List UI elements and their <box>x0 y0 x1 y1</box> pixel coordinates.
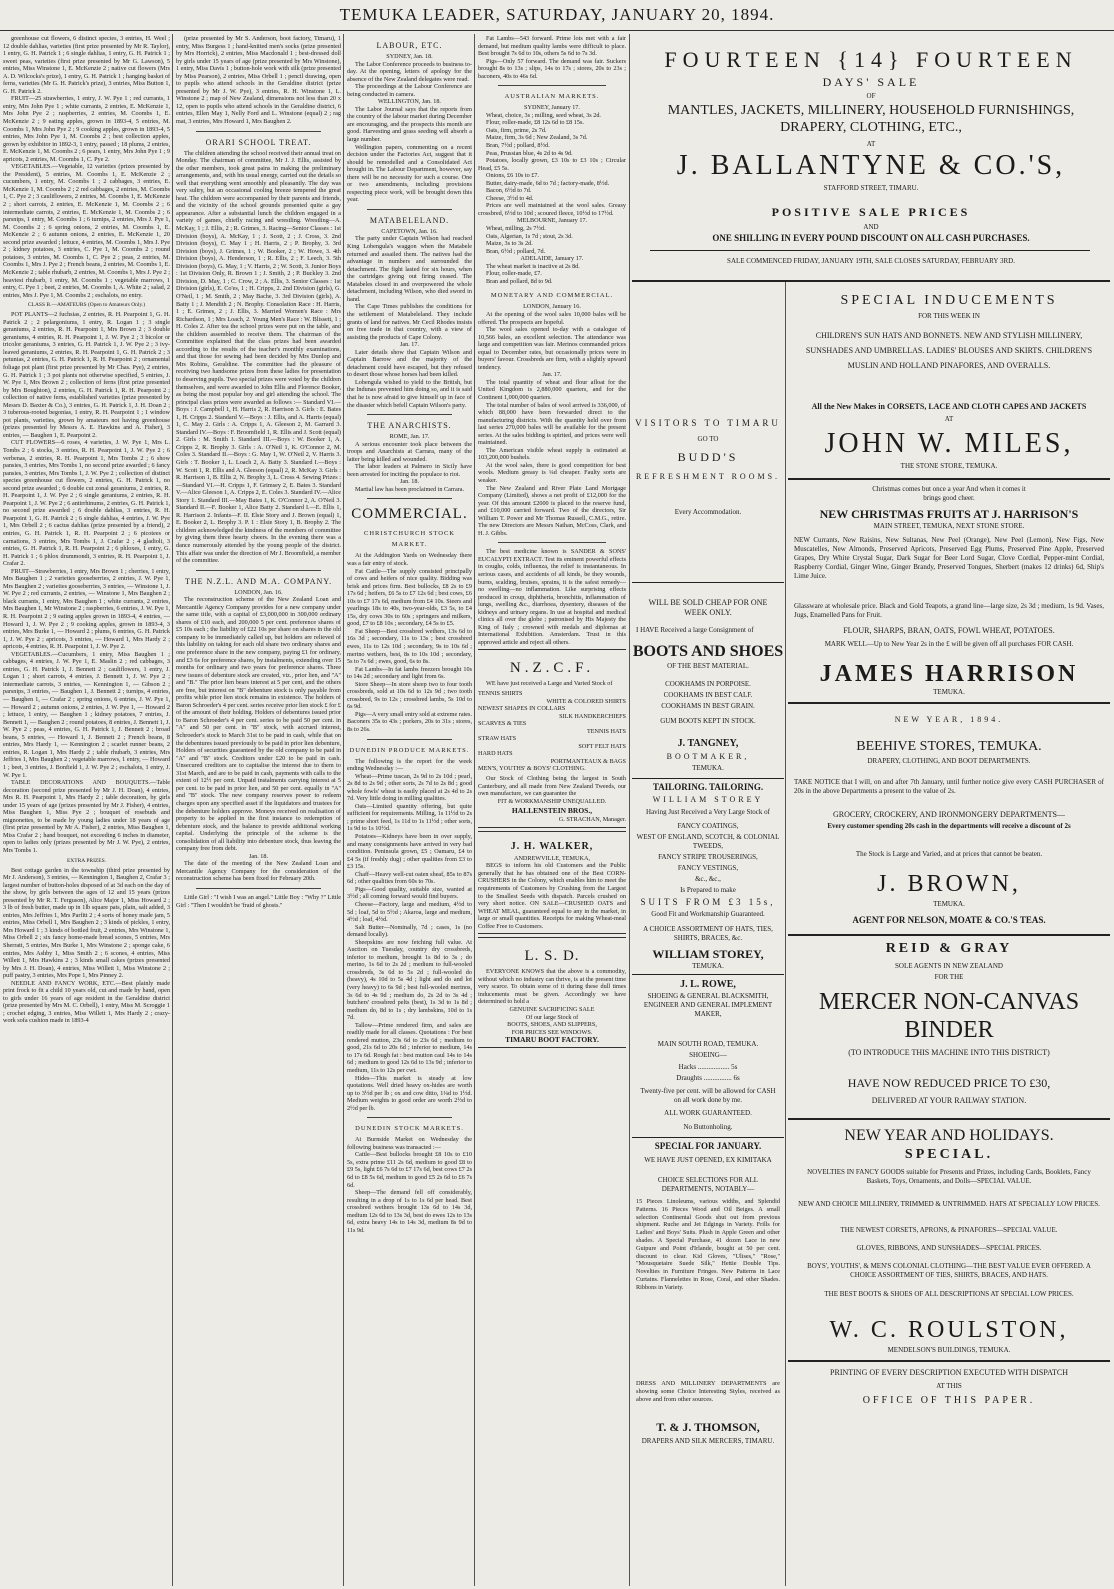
separator <box>367 1117 452 1118</box>
reid-intro: (TO INTRODUCE THIS MACHINE INTO THIS DISTRICT) <box>848 1048 1050 1057</box>
dunedin-para: Pigs—Good quality, suitable size, wanted at 3½d ; all coming forward would find buyers. <box>347 885 472 901</box>
brown-notice: TAKE NOTICE that I will, on and after 7th January, until further notice give every CASH PURCHASER of 20s in the above Departments a present to the value of 2s. <box>794 778 1104 795</box>
fourteen-heading: FOURTEEN {14} FOURTEEN <box>664 47 1078 72</box>
brown-sub: DRAPERY, CLOTHING, AND BOOT DEPARTMENTS. <box>867 757 1031 765</box>
storey-item: FANCY VESTINGS, <box>677 864 739 872</box>
masthead <box>0 0 1114 30</box>
dateline: Jan. 17. <box>399 341 420 349</box>
roulston-special: SPECIAL. <box>904 1147 994 1162</box>
ballantyne-goods: MANTLES, JACKETS, MILLINERY, HOUSEHOLD FURNISHINGS, DRAPERY, CLOTHING, ETC., <box>667 103 1075 135</box>
chch-heading: CHRISTCHURCH STOCK MARKET. <box>363 530 456 549</box>
reid-mercer: MERCER NON-CANVAS <box>818 989 1080 1015</box>
dateline: Jan. 18. <box>399 478 420 486</box>
ballantyne-of: OF <box>866 92 876 100</box>
special-heading: SPECIAL INDUCEMENTS <box>840 293 1058 308</box>
nzcf-item: SOFT FELT HATS <box>578 742 626 750</box>
rowe-draughts: Draughts ................ 6s <box>676 1074 740 1082</box>
rowe-shoeing: SHOEING— <box>689 1051 727 1059</box>
separator <box>498 85 606 86</box>
tangney-trade: BOOTMAKER, <box>666 752 750 761</box>
aus-line: The wheat market is inactive at 2s 8d. <box>486 262 580 270</box>
lsd-body: EVERYONE KNOWS that the above is a commodity, without which no industry can thrive, is at the present time very scarce. To obtain some of it during these dull times inducements must be given. Accordingly we have determined to hold a <box>478 968 626 1006</box>
column-4 <box>478 35 626 1585</box>
nzcf-item: SCARVES & TIES <box>478 720 527 728</box>
special-at: AT <box>944 415 954 423</box>
ballantyne-discount: ONE SHILLING IN EVERY POUND DISCOUNT ON ALL CASH PURCHASES. <box>712 233 1030 243</box>
masthead-rule <box>0 30 1114 31</box>
harrison-heading: NEW CHRISTMAS FRUITS AT J. HARRISON'S <box>819 507 1079 521</box>
aus-line: Oats, firm, prime, 2s 7d. <box>486 126 547 134</box>
reid-for: FOR THE <box>934 973 964 981</box>
money-para: At the opening of the wool sales 10,000 bales will be offered. The prospects are hopeful. <box>478 310 626 326</box>
nzcf-heading: N.Z.C.F. <box>509 660 595 677</box>
dateline: LONDON, Jan. 16. <box>234 588 283 596</box>
col1-para: CUT FLOWERS—6 roses, 4 varieties, J. W. Pye 1, Mrs L. Tombs 2 ; 6 stocks, 3 entries, R. H. Pearpoint 1, J. W. Pye 2 ; 6 verbenas, 2 entries, R. H. Pearpoint 1, Mrs Tombs 2 ; 6 show pansies, 3 entries, Mrs Tombs 1, no second prize awarded ; 6 fancy pansies, 3 entries, Mrs Tombs 1, J. W. Pye 2 ; collection of distinct species greenhouse cut flowers, 2 entries, G. H. Patrick 1, no second prize awarded ; 6 double cut zonal geraniums, 2 entries, R. H. Pearpoint 1, J. W. Pye 2 ; 6 single geraniums, 2 entries, R. H. Pearpoint 1, J. W. Pye 2 ; 6 antirrhinums, 2 entries, G. H. Patrick 1, no second prize awarded ; 6 double dahlias, 3 entries, R. H. Pearpoint 1, G. H. Patrick 2 ; 6 single dahlias, 4 entries, J. W. Pye 1, Mrs Orbell 2 ; 6 cactus dahlias (prize presented by a friend), 2 entries, G. H. Patrick 1, R. H. Pearpoint 2 ; 6 picotees or carnations, 3 entries, Mrs Tombs 1, J. Crafar 2 ; 4 gladioli, 3 entries, G. H. Patrick 1, R. H. Pearpoint 2 ; 6 phloxes, 1 entry, G. H. Patrick 1 ; 6 phlox drummondi, 3 entries, R. H. Pearpoint 1, J. Crafar 2. <box>3 439 170 568</box>
storey-item: &c., &c., <box>695 875 721 883</box>
chch-para: At the Addington Yards on Wednesday there was a fair entry of stock. <box>347 552 472 567</box>
roulston-millinery: NEW AND CHOICE MILLINERY, TRIMMED & UNTRIMMED. HATS AT SPECIALLY LOW PRICES. <box>798 1200 1100 1208</box>
matabele-para: The Cape Times publishes the conditions for the settlement of Matabeleland. They include grants of land for natives. Mr Cecil Rhodes insists on free trade in that country, with a view of assisting the products of Cape Colony. <box>347 303 472 341</box>
dateline: Jan. 17. <box>542 371 562 379</box>
lsd-firm: TIMARU BOOT FACTORY. <box>505 1035 599 1045</box>
roulston-heading: NEW YEAR AND HOLIDAYS. <box>844 1127 1054 1144</box>
rowe-addr: MAIN SOUTH ROAD, TEMUKA. <box>657 1040 759 1048</box>
walker-heading: J. H. WALKER, <box>510 840 594 852</box>
col4-para: Pigs—Only 57 forward. The demand was fair. Suckers brought 8s to 13s ; slips, 14s to 17s ; stores, 20s to 23s ; baconers, 40s to 46s 6d. <box>478 57 626 80</box>
nzcf-manager: G. STRACHAN, Manager. <box>558 816 626 824</box>
aus-line: Onions, £6 10s to £7. <box>486 172 539 180</box>
orari-heading: ORARI SCHOOL TREAT. <box>205 137 312 147</box>
orari-para: The children attending the school received their annual treat on Monday. The chairman of committee, Mr J. J. Ellis, assisted by the other members, took great pains in making the preliminary arrangements, and, with his usual energy, carried out the details so well that everything went smoothly and pleasantly. The day was very sultry, but an occasional cooling breeze tempered the great heat. The children were accompanied by their parents and friends, and the vicinity of the school grounds presented quite a gay appearance. After a substantial lunch the children engaged in a variety of games, chiefly racing and wrestling. Wrestling—A. McKay, 1 ; J. Ellis, 2 ; R. Grimes, 3. Racing—Senior Classes : 1st Division (boys), A. McKay, 1 ; J. Scott, 2 ; J. Cross, 3. 2nd Division (boys), C. May 1 ; H. Harris, 2 ; P. Brophy, 3. 3rd Division (boys), J. Grimes, 1 ; W. Booker, 2 ; W. Howe, 3. 4th Division (boys), A. Henderson, 1 ; R. Ellis, 2 ; F. Leech, 3. 5th Division (boys), G. May, 1 ; V. Harris, 2 ; W. Scott, 3. Junior Boys : 1st Division Only, R. Brown 1 ; J. Smith, 2 ; P. Buckley 3. 2nd Division, D. May, 1 ; C. Crow, 2 ; A. Ellis, 3. Senior Classes : 1st Division (girls), E. Co'es, 1 ; H. Cripps, 2. 2nd Division (girls), G. O'Neil, 1 ; M. Smith, 2 ; May Bache, 3. 3rd Division (girls), A. Batty 1 ; J. Mendith 2 ; N. Brophy. Consolation Race : H. Harris, 1 ; E. Grimes, 2 ; J. Ellis, 3. Married Women's Race : Mrs Richardson, 1 ; Mrs Loach, 2. Young Men's Race : W. Blissett, 1 ; H. Coles 2. After tea the school prizes were put on the table, and the children assembled to receive them. The chairman of the Committee explained that the class prizes had been awarded according to the results of the teacher's monthly examinations, and that those for sewing had been decided by Mrs Dunlop and Mrs Robins, Geraldine. The committee had the pleasure of receiving two handsome prizes from these ladies for presentation to deserving pupils. Two special prizes were voted by the children themselves, and were awarded to John Ellis and Florence Booker, as being the most popular boy and girl attending the school. The principal class prizes were awarded as follows :— Standard VI.—Boys : J. Campbell 1, H. Harris 2, R. Harrison 3. Girls : E. Bates 1, H. Cripps 2. Standard V.—Boys : J. Ellis, and A. Harris (equal) 1, C. May 2. Girls : A. Cripps 1, A. Gleeson 2, M. Garrard 3. Standard IV.—Boys : F. Broomfield 1, R. Ellis and J. Scott (equal) 2. Girls : M. Smith 1. Standard III.—Boys : W. Booker 1, A. Cripps 2, R. Brophy 3. Girls : A. O'Neil 1, K. O'Connor 2, M. Coles 3. Standard II.—Boys : G. May 1, W. O'Neil 2, V. Harris 3. Girls : T. Booker 1, L. Loach 2, A. Batty 3. Standard I.—Boys : W. Scott 1, R. Ellis and A. Gleeson (equal) 2, R. McKay 3. Girls : R. Harrison 1, B. Ellis 2, N. Brophy 3, L. Cross 4. Sewing Prizes : —Standard VI.—H. Cripps 1, F. Grimsey 2, E. Bates 3. Standard V.—Alice Gleeson 1, A. Cripps 2, E. Coles 3. Standard IV.—Alice Story 1. Standard III.—May Bates 1, K. O'Connor 2, A. O'Neil 3. Standard II.—F. Booker 1, Alice Batty 2. Standard I.—E. Ellis 1, R. Harrison 2. Infants—F. II. Elsie Story and J. Brown (equal) 1, E. Booker 2, L. Brophy 3. P. 1 : Elsie Story 1, B. Brophy 2. The children acknowledged the kindness of the members of committee by giving them three hearty cheers. In the evening there was a dance numerously attended by the young people of the district. This affair was under the direction of Mr J. Broomfield, a member of the committee. <box>176 149 341 565</box>
brown-stock: The Stock is Large and Varied, and at prices that cannot be beaten. <box>855 850 1043 858</box>
positive-prices: POSITIVE SALE PRICES <box>771 205 971 219</box>
storey-item: WEST OF ENGLAND, SCOTCH, & COLONIAL TWEEDS, <box>636 833 780 850</box>
dateline: ADELAIDE, January 17. <box>520 255 584 263</box>
nzcf-firm: HALLENSTEIN BROS., <box>511 806 593 816</box>
ballantyne-street: STAFFORD STREET, TIMARU. <box>823 184 919 192</box>
storey-heading: WILLIAM STOREY <box>652 795 764 804</box>
dunedin-stock-para: Cattle—Best bullocks brought £8 10s to £10 5s, extra prime £11 2s 6d, medium to good £8 to £9 5s, light £6 7s 6d to £7 17s 6d, best cows £7 2s 6d to £8 5s 6d, medium to good £5 2s 6d to £6 7s 6d. <box>347 1151 472 1189</box>
rule <box>632 1137 784 1138</box>
tangney-name: J. TANGNEY, <box>677 738 739 749</box>
lsd-stock: Of our large Stock of <box>525 1013 579 1021</box>
aus-line: Maize, firm, 3s 6d ; New Zealand, 3s 7d. <box>486 134 588 142</box>
lsd-heading: L. S. D. <box>524 948 580 965</box>
budd-heading: VISITORS TO TIMARU <box>635 418 781 428</box>
miles-name: JOHN W. MILES, <box>824 428 1074 459</box>
roulston-gloves: GLOVES, RIBBONS, AND SUNSHADES—SPECIAL PRICES. <box>856 1244 1042 1252</box>
ballantyne-firm: J. BALLANTYNE & CO.'S, <box>676 150 1066 181</box>
nzcf-fit: FIT & WORKMANSHIP UNEQUALLED. <box>497 797 607 805</box>
storey-name: WILLIAM STOREY, <box>652 947 764 961</box>
dateline: SYDNEY, Jan. 18. <box>386 53 433 60</box>
lsd-items: BOOTS, SHOES, AND SLIPPERS, <box>507 1021 597 1029</box>
reid-binder: BINDER <box>904 1017 994 1043</box>
dunedin-stock-heading: DUNEDIN STOCK MARKETS. <box>355 1125 464 1133</box>
aus-line: Wheat, milling, 2s 7½d. <box>486 225 546 233</box>
aus-line: Butter, dairy-made, 6d to 7d ; factory-made, 8½d. <box>486 179 610 187</box>
lsd-sale: GENUINE SACRIFICING SALE <box>509 1005 595 1013</box>
tangney-item: GUM BOOTS KEPT IN STOCK. <box>660 717 756 725</box>
separator <box>367 739 452 740</box>
budd-rooms: REFRESHMENT ROOMS. <box>635 472 781 481</box>
rule <box>788 1360 1110 1362</box>
nzl-para: The reconstruction scheme of the New Zealand Loan and Mercantile Agency Company provides for a new company under the same title, with a capital of £3,000,000 in 300,000 ordinary shares of £10 each, and 200,000 5 per cent. preference shares of £5 10s each ; the liability of £22 10s per share on shares in the old company to be immediately called up, but holders are relieved of this liability on taking for each old share two ordinary shares and one preference share in the new company, paying £1 for ordinary, and £3 6s for preference shares, by instalments, extending over 15 months for ordinary and two years for preference shares. Three new issues of debenture stock are created, viz., prior lien, and "A" and "B." The prior lien bears interest at 5 per cent, and the others are free, but interest on "B" debenture stock is only payable from profits while prior lien stock remains in existence. The holders of Baron Schroeder's 4 per cent. series receive prior lien stock £ for £ of the amount of their holding. Holders of debentures issued prior to Baron Schroeder's 4 per cent. series to be paid 50 per cent. in "A" and 50 per cent. in "B" stock, with accrued interest, Schroeder's stock to March 31st to be paid in cash, while that on the debentures issued previously to be paid in prior lien debenture, Holders of securities guaranteed by the old company to be paid in "A" and "B" stock. Creditors under £20 to be paid in cash. Unsecured creditors are to capitalise the interest due to them to 31st March, and are to be paid in cash, payments with calls to the extent of 12½ per cent. Unpaid instalments carrying interest at 5 per cent. to be paid in prior lien, and 50 per cent. equally in "A" and "B" stock. The new company reserves power to redeem charges upon any specified asset if the liquidators and trustees for the debenture holders approve. Moneys received on realisation of property to be applied in the first instance to redemption of debenture stock, and the balance to provide additional working capital. Underlying the principle of the scheme is the consolidation of all liability into debenture stock, thus leaving the company free from debt. <box>176 596 341 853</box>
labour-para: The Labor Journal says that the reports from the country of the labour market during December are encouraging, and the prospects this month are good. Harvesting and grass seeding will absorb a large number. <box>347 105 472 144</box>
nzcf-item: WHITE & COLORED SHIRTS <box>546 697 626 705</box>
nzcf-item: TENNIS HATS <box>586 727 626 735</box>
aus-line: Peas, Prussian blue, 4s 2d to 4s 9d. <box>486 149 573 157</box>
rule <box>788 478 1110 480</box>
column-2 <box>176 35 341 1585</box>
brown-newyear: NEW YEAR, 1894. <box>894 715 1004 724</box>
separator <box>367 498 452 499</box>
harrison-glass: Glassware at wholesale price. Black and Gold Teapots, a grand line—large size, 2s 3d ; medium, 1s 9d. Vases, Jugs, Enamelled Pans for Fruit. <box>794 602 1104 619</box>
column-3 <box>347 35 472 1585</box>
dateline: SYDNEY, January 17. <box>524 104 580 112</box>
money-para: The total quantity of wheat and flour afloat for the United Kingdom is 2,880,000 quarters, and for the Continent 1,000,000 quarters. <box>478 378 626 401</box>
brown-grocery: GROCERY, CROCKERY, AND IRONMONGERY DEPARTMENTS— <box>832 810 1065 819</box>
chch-para: Fat Sheep—Best crossbred wethers, 13s 6d to 16s 3d ; secondary, 11s to 13s ; best crossbred ewes, 11s to 12s 10d ; secondary, 9s to 10s 6d ; merino wethers, best, 8s to 10s 10d ; secondary, 5s to 7s 6d ; ewes, good, 6s to 8s. <box>347 627 472 666</box>
printing-line: PRINTING OF EVERY DESCRIPTION EXECUTED WITH DISPATCH <box>830 1368 1068 1377</box>
storey-fit: Good Fit and Workmanship Guaranteed. <box>651 910 765 918</box>
column-rule <box>785 282 786 1586</box>
special-week: FOR THIS WEEK IN <box>918 312 980 320</box>
storey-make: Is Prepared to make <box>680 886 736 894</box>
tangney-item: COOKHAMS IN BEST CALF. <box>663 691 753 699</box>
aus-line: Bran and pollard, 8d to 9d. <box>486 277 553 285</box>
aus-line: Oats, Algerian, 1s 7d ; stout, 2s 3d. <box>486 232 573 240</box>
joke-para: Little Girl : "I wish I was an angel." Little Boy : "Why ?" Little Girl : "Then I wouldn't be 'fraid of ghosts." <box>176 893 341 909</box>
roulston-novelties: NOVELTIES IN FANCY GOODS suitable for Presents and Prizes, including Cards, Booklets, Fancy Baskets, Toys, Ornaments, and Dolls—SPECIAL VALUE. <box>807 1168 1091 1185</box>
reid-price: HAVE NOW REDUCED PRICE TO £30, <box>847 1076 1051 1090</box>
labour-para: The proceedings at the Labour Conference are being conducted in camera. <box>347 83 472 98</box>
money-heading: MONETARY AND COMMERCIAL. <box>490 292 614 300</box>
aus-line: Flour, roller-made, £8 12s 6d to £8 15s. <box>486 119 584 127</box>
aus-line: Cheese, 3½d to 4d. <box>486 194 534 202</box>
harrison-mark: MARK WELL—Up to New Year 2s in the £ will be given off all purchases FOR CASH. <box>824 640 1074 648</box>
walker-sub: ANDREWVILLE, TEMUKA, <box>513 854 590 862</box>
dateline: WELLINGTON, Jan. 18. <box>378 98 441 106</box>
nzcf-item: STRAW HATS <box>478 735 517 743</box>
brown-name: J. BROWN, <box>877 871 1021 897</box>
separator <box>498 542 606 543</box>
rowe-no: No Buttonholing. <box>683 1123 733 1131</box>
anarchists-para: A serious encounter took place between the troops and Anarchists at Carrara, many of the latter being killed and wounded. <box>347 440 472 463</box>
walker-ad <box>478 831 626 934</box>
thomson-choice: CHOICE SELECTIONS FOR ALL DEPARTMENTS, NOTABLY— <box>657 1176 759 1193</box>
budd-acc: Every Accommodation. <box>674 508 742 516</box>
nzcf-item: TENNIS SHIRTS <box>478 690 523 698</box>
aus-heading: AUSTRALIAN MARKETS. <box>504 93 600 101</box>
storey-item: FANCY COATINGS, <box>677 822 739 830</box>
budd-go: GO TO <box>697 435 719 443</box>
special-body: CHILDREN'S SUN HATS AND BONNETS. NEW AND STYLISH MILLINERY, SUNSHADES AND UMBRELLAS. LADIES' BLOUSES AND SKIRTS. CHILDREN'S MUSLIN AND HOLLAND PINAFORES, AND OVERALLS. <box>805 331 1093 370</box>
col1-para: FRUIT—25 strawberries, 1 entry, J. W. Pye 1 ; red currants, 1 entry, Mrs John Pye 1 ; white currants, 2 entries, E. McKenzie 1, Mrs John Pye 2 ; raspberries, 2 entries, M. Coombs 1, E. McKenzie 2 ; 9 eating apples, grown in 1893-4, 5 entries, M. Coombs 1, Mrs John Pye 2 ; 9 cooking apples, grown in 1893-4, 5 entries, Mrs John Pye 1, M. Coombs 2 ; best collection apples, grown by exhibitor in 1892-3, 1 entry, passed ; 18 plums, 2 entries, E. McKenzie 1, M. Coombs 2 ; 6 pears, 1 entry, Mrs John Pye 1 ; 9 apricots, 2 entries, M. Coombs 1, C. Pye 2. <box>3 95 170 163</box>
dunedin-para: Sheepskins are now fetching full value. At Auction on Tuesday, country dry crossbreds, inferior to medium, brought 1s 8d to 3s ; do merino, 1s 6d to 2s 2d ; medium to full-wooled crossbreds, 3s 6d to 5s 2d ; full-wooled do (heavy), 4s 10d to 5s 4d ; light and do and lot (very heavy) to 6s 9d ; best full-wooled merinos, 3s 6d to 4s 9d ; medium do, 2s 2d to 3s 4d ; butchers' crossbred pelts (best), 1s 3d to 1s 8d ; medium do, 8d to 1s ; dry lambskins, 10d to 1s 7d. <box>347 938 472 1022</box>
dateline: MELBOURNE, January 17. <box>516 217 588 225</box>
dunedin-para: Chaff—Heavy well-cut oaten sheaf, 85s to 87s 6d ; other qualities from 60s to 70s. <box>347 870 472 886</box>
rowe-discount: Twenty-five per cent. will be allowed for CASH on all work done by me. <box>640 1087 776 1104</box>
aus-line: Prices are well maintained at the wool sales. Greasy crossbred, 6½d to 10d ; scoured fleece, 10½d to 17½d. <box>478 202 626 217</box>
lsd-prices: FOR PRICES SEE WINDOWS. <box>511 1028 593 1036</box>
brown-every: Every customer spending 20s cash in the departments will receive a discount of 2s <box>827 822 1071 830</box>
ballantyne-at: AT <box>866 140 876 148</box>
harrison-flour: FLOUR, SHARPS, BRAN, OATS, FOWL WHEAT, POTATOES. <box>843 626 1055 635</box>
xmas-line: Christmas comes but once a year And when it comes it brings good cheer. <box>872 485 1026 502</box>
chch-para: Store Sheep—In store sheep two to four tooth crossbreds, sold at 10s 6d to 12s 9d ; two tooth crossbred, 9s to 12s ; crossbred lambs, 5s 10d to 6s 9d. <box>347 680 472 711</box>
dunedin-para: Wheat—Prime tuscan, 2s 9d to 2s 10d ; pearl, 2s 8d to 2s 9d ; other sorts, 2s 7d to 2s 8d ; good whole fowls' wheat is easily placed at 2s 4d to 2s 7d. Very little doing in milling qualities. <box>347 772 472 803</box>
column-1 <box>3 35 170 1585</box>
col1-para: Best cottage garden in the township (third prize presented by Mr J. Anderson), 3 entries, — Kennington 1, Baughen 2, Crafar 3 ; largest number of button-holes disposed of at 3d each on the day of the show, by girls between the ages of 12 and 15 years (prizes presented by Mr R. T. Ferguson), Alice Major 1, Miss Howard 2 ; 3 lb of fresh butter, made up in 1lb square pats, plain, salt added, 3 entries, Mrs Jeffries 1, Mrs Parfitt 2 ; 4 sorts of honey made jam, 5 entries, Miss Orbell 1, Mrs Baughen 2 ; 3 kinds of pickles, 1 entry, Mrs Howard 1 ; 3 kinds of bottled fruit, 2 entries, Mrs Winstone 1, Miss Orbell 2 ; six fancy home-made bread scones, 5 entries, Mrs Sherratt, 5 entries, Mrs Burke 1, Mrs Winstone 2 ; sponge cake, 6 entries, Mrs Ashby 1, Miss Smith 2 ; 6 scones, 4 entries, Miss Willett 1, Mrs Hawkins 2 ; 3 kinds small cakes (prizes presented by Mrs J. H. Doan), 4 entries, Miss Willett 1, Miss Winstone 2 ; puff pastry, 3 entries, Mrs Pope 1, Mrs Pinney 2. <box>3 866 170 980</box>
anarchists-para: Martial law has been proclaimed in Carrara. <box>355 485 465 493</box>
column-rule <box>172 34 173 1586</box>
rowe-hacks: Hacks .................. 5s <box>678 1063 738 1071</box>
money-para: At the wool sales, there is good competition for best wools. Medium greasy is ¼d cheaper. Faulty sorts are weaker. <box>478 461 626 484</box>
chch-para: Fat Lambs—In fat lambs freezers brought 10s to 14s 2d ; secondary and light from 6s. <box>347 665 472 681</box>
dunedin-para: Tallow—Prime rendered firm, and sales are readily made for all classes. Quotations : For best rendered mutton, 23s 6d to 23s 6d ; medium to good, 21s 6d to 20s 6d ; inferior to medium, 14s to 17s 6d. Rough fat : best mutton caul 14s to 14s 6d ; medium to good 12s 6d to 13s 9d ; inferior to medium, 11s to 12s per cwt. <box>347 1021 472 1074</box>
nzcf-ad <box>478 649 626 827</box>
thomson-intro: WE HAVE JUST OPENED, EX KIMITAKA <box>644 1156 772 1164</box>
col1-para: greenhouse cut flowers, 6 distinct species, 3 entries, H. Weel ; 12 double dahlias, varieties (first prize presented by Mr R. Taylor), 1 entry, G. H. Patrick 1 ; 6 single dahlias, 1 entry, G. H. Patrick 1 ; sweet peas, varieties (first prize presented by Mr G. Lawson), 5 entries, Miss Winstone 1, E. McKenzie 2 ; native cut flowers (Mrs A. D. Wilcocks's prize), 1 entry, G. H. Patrick 1 ; hanging basket of ferns, varieties (Mr G. H. Patrick's prize), 3 entries, Miss Button 1, G. H. Patrick 2. <box>3 35 170 95</box>
separator <box>367 209 452 210</box>
dunedin-stock-para: Sheep—The demand fell off considerably, resulting in a drop of 1s to 1s 6d per head. Best crossbred wethers brought 13s 6d to 14s 3d, medium 12s 6d to 13s 3d, best do ewes 12s to 13s 6d, extra heavy 14s to 14s 3d, medium 8s 9d to 11s 9d. <box>347 1189 472 1234</box>
separator <box>196 570 321 571</box>
tangney-best: OF THE BEST MATERIAL. <box>667 662 749 670</box>
aus-line: Wheat, choice, 3s ; milling, seed wheat, 3s 2d. <box>486 111 601 119</box>
ballantyne-and: AND <box>863 223 879 231</box>
col1-para: VEGETABLES.—Vegetable, 12 varieties (prizes presented by the President), 5 entries, M. Coombs 1, E. McKenzie 2 ; cucumbers, 1 entry, M. Coombs 1 ; 2 cabbages, 3 entries, E. McKenzie 1, M. Coombs 2 ; 2 red cabbages, 2 entries, M. Coombs 1, C. Pye 2 ; 3 cauliflowers, 2 entries, M. Coombs 1, E. McKenzie 2 ; short carrots, 2 entries, E. McKenzie 1, M. Coombs 2 ; 6 intermediate carrots, 2 entries, E. McKenzie 1, M. Coombs 2 ; 6 parsnips, 1 entry, M. Coombs 1 ; 6 turnips, 2 entries, Mrs J. Pye 1, M. Coombs 2 ; 6 spring onions, 2 entries, M. Coombs 1, E. McKenzie 2 ; 6 autumn onions, 2 entries, E. McKenzie 1, 20 second prize awarded ; lettuce, 4 entries, M. Coombs 1, Mrs J. Pye 2 ; kidney potatoes, 3 entries, C. Pye 1, M. Coombs 2 ; round potatoes, 3 entries, M. Coombs 1, C. Pye 2 ; peas, 2 entries, M. Coombs 1, Mrs J. Pye 2 ; French beans, 2 entries, M. Coombs 1, E. McKenzie 2 ; table rhubarb, 2 entries, M. Coombs 1, Mrs J. Pye 2 ; heaviest rhubarb, 1 entry, M. Coombs 1 ; vegetable marrows, 1 entry, C. Pye 1 ; beet, 2 entries, M. Coombs 1, A. White 2 ; salad, 2 entries, Mrs J. Pye 1, M. Coombs 2 ; eschalots, no entry. <box>3 163 170 299</box>
roulston-name: W. C. ROULSTON, <box>829 1317 1069 1343</box>
thomson-name: T. & J. THOMSON, <box>656 1420 760 1434</box>
rule <box>632 778 784 779</box>
chch-para: Pigs—A very small entry sold at extreme rates. Baconers 35s to 43s ; porkers, 20s to 31s ; stores, 8s to 26s. <box>347 710 472 734</box>
thomson-special: SPECIAL FOR JANUARY. <box>654 1141 762 1151</box>
reid-agents: SOLE AGENTS IN NEW ZEALAND <box>895 962 1003 970</box>
tangney-top: WILL BE SOLD CHEAP FOR ONE WEEK ONLY. <box>648 598 768 617</box>
col1-para: NEEDLE AND FANCY WORK, ETC.—Best plainly made print frock to fit a child 10 years old, cut and made by hand, open to girls under 16 years of age resident in the Geraldine district (prize presented by Mrs M. C. Orbell), 1 entry, Miss M. Scroggie 1 ; crochet edging, 3 entries, Miss Willett 1, Mrs Hardy 2 ; crazy-work sofa cushion made in 1893-4 <box>3 979 170 1025</box>
aus-line: Bran, 7½d ; pollard, 8½d. <box>486 142 550 150</box>
labour-heading: LABOUR, ETC. <box>376 41 443 50</box>
tangney-boots: BOOTS AND SHOES <box>632 643 784 660</box>
dunedin-para: Salt Butter—Nominally, 7d ; cases, 1s (no demand locally). <box>347 923 472 939</box>
dateline: LONDON, January 16. <box>523 303 581 311</box>
nzcf-item: NEWEST SHAPES IN COLLARS <box>478 705 566 713</box>
dunedin-heading: DUNEDIN PRODUCE MARKETS. <box>349 746 470 754</box>
dunedin-para: Potatoes—Kidneys have been in over supply, and many consignments have arrived in very bad condition. Peninsula grown, £5 ; Oamaru, £4 to £4 5s (if freshly dug) ; other qualities from £3 to £3 15s. <box>347 833 472 871</box>
rule <box>632 974 784 975</box>
column-rule <box>474 34 475 1586</box>
col1-para: FRUIT—Strawberries, 1 entry, Mrs Brown 1 ; cherries, 1 entry, Mrs Baughen 1 ; 2 varieties gooseberries, 2 entries, J. W. Pye 1, Mrs Baughen 2 ; varieties gooseberries, 3 entries, — Winstone 1, J. W. Pye 2 ; red currants, 2 entries, — Winstone 1, Mrs Baughen 2 ; black currants, 1 entry, Mrs Baughen 1 ; white currants, 2 entries, Mrs Baughen 1, Mr Winstone 2 ; raspberries, 6 entries, J. W. Pye 1, R. H. Pearpoint 2 ; 9 eating apples grown in 1893-4, 4 entries, — Howard 1, J. W. Pye 2 ; 9 cooking apples, grown in 1893-4, 3 entries, Mrs Burke 1, — Howard 2 ; plums, 6 entries, G. H. Patrick 1, J. W. Pye 2 ; apricots, 3 entries, — Howard 1, Mrs Hardy 2 ; apricots, 4 entries, R. H. Pearpoint 1, J. W. Pye 2. <box>3 567 170 651</box>
separator <box>367 414 452 415</box>
nzcf-item: PORTMANTEAUX & BAGS <box>550 757 626 765</box>
aus-line: Flour, roller-made, £7. <box>486 270 542 278</box>
roulston-clothing: BOYS', YOUTHS', & MEN'S COLONIAL CLOTHING—THE BEST VALUE EVER OFFERED. A CHOICE ASSORTMENT OF TIES, SHIRTS, BRACES, AND HATS. <box>807 1262 1091 1279</box>
harrison-name: JAMES HARRISON <box>819 661 1079 687</box>
money-para: The American visible wheat supply is estimated at 103,200,000 bushels. <box>478 446 626 462</box>
nzl-para: The date of the meeting of the New Zealand Loan and Mercantile Agency Company for the consideration of the reconstruction scheme has been fixed for February 20th. <box>176 860 341 883</box>
rule <box>788 934 1110 936</box>
labour-para: The Labor Conference proceeds to business to-day. At the opening, letters of apology for the absence of the New Zealand delegates were read. <box>347 60 472 83</box>
matabele-para: The party under Captain Wilson had reached King Lobengula's waggon when the Matabele returned and assailed them. The natives had the advantage in numbers and surrounded the detachment. The fight lasted for six hours, when the cartridges giving out firing ceased. The Matabeles closed in and overpowered the whole detachment, including Wilson, who died sword in hand. <box>347 235 472 303</box>
tangney-item: COOKHAMS IN BEST GRAIN. <box>661 702 755 710</box>
col1-subhead: EXTRA PRIZES. <box>66 857 107 864</box>
storey-hats: A CHOICE ASSORTMENT OF HATS, TIES, SHIRTS, BRACES, &c. <box>643 925 773 942</box>
separator <box>196 131 321 132</box>
rule <box>788 702 1110 704</box>
chch-para: Fat Cattle—The supply consisted principally of cows and heifers of nice quality. Bidding was brisk and prices firm. Best bullocks, £8 2s to £9 17s 6d ; heifers, £6 5s to £7 12s 6d ; best cows, £6 10s to £7 17s 6d, medium from £4 10s. Steers and yearlings 18s to 40s, two-year-olds, £3 5s, to £4 15s, dry cows 30s to 60s ; springers and milkers, good, £7 to £8 10s ; secondary, £4 5s to £5. <box>347 567 472 628</box>
column-rule <box>629 34 630 1586</box>
dateline: CAPETOWN, Jan. 16. <box>381 227 438 235</box>
rule <box>632 582 784 583</box>
ballantyne-dates: SALE COMMENCED FRIDAY, JANUARY 19TH, SALE CLOSES SATURDAY, FEBRUARY 3RD. <box>727 257 1015 265</box>
col1-para: VEGETABLES.—Cucumbers, 1 entry, Miss Baughen 1 ; cabbages, 4 entries, J. W. Pye 1, E. Maslin 2 ; red cabbages, 3 entries, G. H. Patrick 1, J. Bennett 2 ; cauliflowers, 1 entry, J. Logan 1 ; short carrots, 4 entries, J. Bennett 1, J. W. Pye 2 ; intermediate carrots, 3 entries, — Kennington 1, — Gibson 2 ; parsnips, 3 entries, — Baughen 1, J. Bennett 2 ; turnips, 4 entries, — Baughen 1, — Crafar 2 ; spring onions, 6 entries, J. W. Pye 1, — Howard 2 ; autumn onions, 2 entries, J. W. Pye 1, — Howard 2 ; lettuce, 1 entry, — Baughen 1 ; kidney potatoes, 7 entries, J. Bennett 1, — Baughen 2 ; round potatoes, 8 entries, J. Bennett 1, J. W. Pye 2 ; peas, 4 entries, G. H. Patrick 1, J. Bennett 2 ; broad beans, 5 entries, — Howard 1, J. Bennett 2 ; French beans, 8 entries, Mrs Hardy 1, — Kennington 2 ; scarlet runner beans, 2 entries, R. Logan 1, Mrs Hardy 2 ; table rhubarb, 3 entries, Mrs Jeffries 1, Mrs Baughen 2 ; vegetable marrows, 1 entry, — Howard 1 ; beet, 3 entries, J. Bonfield 1, J. W. Pye 2 ; eschalots, 1 entry, J. W. Pye 1. <box>3 650 170 779</box>
storey-suits: SUITS FROM £3 15s, <box>640 897 776 907</box>
separator <box>196 888 321 889</box>
budd-name: BUDD'S <box>677 450 739 464</box>
lsd-ad <box>478 937 626 1047</box>
col4-para: Fat Lambs—543 forward. Prime lots met with a fair demand, but medium quality lambs were difficult to place. Best brought 7s 6d to 10s, others 5s 6d to 7s 3d. <box>478 35 626 58</box>
anarchists-heading: THE ANARCHISTS. <box>367 421 452 431</box>
rowe-trade: SHOEING & GENERAL BLACKSMITH, ENGINEER AND GENERAL IMPLEMENT MAKER, <box>643 992 773 1018</box>
col1-subhead: CLASS B.—AMATEURS (Open to Amateurs Only.) <box>27 302 146 309</box>
thomson-trade: DRAPERS AND SILK MERCERS, TIMARU. <box>641 1437 775 1445</box>
harrison-town: TEMUKA. <box>933 688 965 696</box>
dateline: ROME, Jan. 17. <box>389 433 430 441</box>
money-para: The New Zealand and River Plate Land Mortgage Company (Limited), shows a net profit of £12,000 for the year. Of this amount £2000 is placed to the reserve fund, and £10,000 carried forward. Two of the directors, Sir William T. Power and Mr Thomas Russell, C.M.G., retire. The new Directors are Messrs Nathan, McCoss, Clark, and H. J. Gibbs. <box>478 484 626 537</box>
dunedin-stock-para: At Burnside Market on Wednesday the following business was transacted :— <box>347 1136 472 1151</box>
money-para: The total number of bales of wool arrived is 336,000, of which 88,000 have been forwarded direct to the manufacturing districts. With the quantity held over from last series 270,000 bales will be available for the present series. At the sales bidding is spirited, and prices were well maintained. <box>478 401 626 447</box>
brown-town: TEMUKA. <box>933 900 965 908</box>
rowe-guarantee: ALL WORK GUARANTEED. <box>664 1109 752 1117</box>
dunedin-para: Cheese—Factory, large and medium, 4½d to 5d ; loaf, 5d to 5½d ; Akaroa, large and medium, 4½d ; loaf, 4½d. <box>347 900 472 924</box>
harrison-addr: MAIN STREET, TEMUKA, NEXT STONE STORE. <box>873 522 1025 530</box>
tangney-intro: I HAVE Received a large Consignment of <box>636 626 754 634</box>
money-para: The wool sales opened to-day with a catalogue of 10,566 bales, an excellent selection. The attendance was large and competition was fair. Merinos commanded prices equal to December rates, but occasionally prices were in buyers' favour. Crossbreds are firm, with a slightly upward tendency. <box>478 326 626 371</box>
masthead-title: TEMUKA LEADER, SATURDAY, JANUARY 20, 1894. <box>339 5 775 24</box>
col1-para: POT PLANTS—2 fuchsias, 2 entries, R. H. Pearpoint 1, G. H. Patrick 2 ; 2 pelargoniums, 1 entry, R. Logan 1 ; 3 single geraniums, 2 entries, R. H. Pearpoint 1, Mrs Brown 2 ; 3 double geraniums, 4 entries, R. H. Pearpoint 1, J. W. Pye 2 ; 3 bicolor or tricolor geraniums, 3 entries, G. H. Patrick 1, J. W. Pye 2 ; 3 ivy-leaved geraniums, 2 entries, R. H. Pearpoint 1, G. H. Patrick 2 ; 3 petunias, 2 entries, G. H. Patrick 1, R. H. Pearpoint 2 ; ornamental foliage pot plant (first prize presented by Mr Chas. Pye), 2 entries, G. H. Patrick 1 ; 3 pot plants not otherwise specified, 5 entries, J. W. Pye 1, Mrs Brown 2 ; collection of ferns (first prize presented by Mrs Boughton), 2 entries, G. H. Patrick 1, R. H. Pearpoint 2 ; collection of native ferns, established varieties (prize presented by Messrs D. Baxter & Co.), 3 entries, G. H. Patrick 1, J. H. Doan 2 ; 3 tuberous-rooted begonias, 1 entry, R. H. Pearpoint 1 ; 1 window pot plants, varieties, grown by amateurs not having greenhouse (prizes presented by Messrs A. E. Hawkins and A. Fisher), 3 entries, — Baughen 1, E. Pearpoint 2. <box>3 311 170 439</box>
tangney-item: COOKHAMS IN PORPOISE. <box>665 680 751 688</box>
storey-intro: Having Just Received a Very Large Stock of <box>646 808 770 816</box>
matabele-heading: MATABELELAND. <box>369 215 450 225</box>
matabele-para: Later details show that Captain Wilson and Captain Barrow and the majority of the detachment could have escaped, but they refused to desert those whose horses had been killed. <box>347 348 472 379</box>
walker-body: BEGS to inform his old Customers and the Public generally that he has obtained one of the Best CORN-CRUSHERS in the Colony, which enables him to meet the requirements of Customers by Crushing from the Largest to the Smallest Seeds with dispatch. Parcels crushed on very short notice. ON SALE—CRUSHED OATS and WHEAT MEAL, guaranteed equal to any in the market, in large or small quantities. Receipts for making Wheat-meal Coffee Free to Customers. <box>478 862 626 930</box>
aus-line: Bran, 6½d ; pollard, 7d. <box>486 247 546 255</box>
miles-store: THE STONE STORE, TEMUKA. <box>900 462 998 470</box>
brown-agent: AGENT FOR NELSON, MOATE & CO.'S TEAS. <box>852 915 1046 925</box>
aus-line: Maize, 3s to 3s 2d. <box>486 240 533 248</box>
roulston-corsets: THE NEWEST CORSETS, APRONS, & PINAFORES—SPECIAL VALUE. <box>840 1226 1058 1234</box>
rule <box>650 250 1090 251</box>
anarchists-para: The labor leaders at Palmero in Sicily have been arrested for inciting the populace to riot. <box>347 463 472 478</box>
col2-para: (prize presented by Mr S. Anderson, boot factory, Timaru), 1 entry, Miss Burgess 1 ; hand-knitted men's socks (prize presented by Mrs Horrick), 2 entries, Miss Macdonald 1 ; best-dressed doll by girls under 15 years of age (prize presented by Mrs Winstone), 1 entry, Miss Davis 1 ; button-hole work with silk (prize presented by Miss Pearson), 2 entries, Miss Orbell 1 ; pencil drawing, open to pupils who attend schools in the Geraldine district (prize presented by Mr J. W. Pye), 3 entries, R. H. Winstone 1, L. Winstone 2 ; map of New Zealand, dimensions not less than 20 x 12, open to pupils who attend schools in the Geraldine district, 6 entries, Ellen May 1, Nelly Ford and L. Winstone (equal) 2 ; rag mat, 3 entries, Mrs Howard 1, Mrs Baughen 2. <box>176 35 341 126</box>
aus-line: Potatoes, locally grown, £3 10s to £3 10s ; Circular Head, £5 5s. <box>478 157 626 172</box>
col1-para: TABLE DECORATIONS AND BOUQUETS.—Table decoration (second prize presented by Mr J. H. Doan), 4 entries, Mrs R. H. Pearpoint 1, Mrs Hardy 2 ; table decoration, by girls under 15 years of age (prizes presented by Mr J. Fisher), 4 entries, Miss Baughen 1, Miss Pye 2 ; bouquet of rosebuds and mignonettes, to be made by young ladies under 18 years of age (first prize presented by Mr A. Fisher), 2 entries, Miss Baughen 1, Miss Crafar 2 ; hand bouquet, not exceeding 6 inches in diameter, open to ladies only (prizes presented by Mr J. W. Pye), 2 entries, Mrs Tombs 1. <box>3 779 170 854</box>
tangney-town: TEMUKA. <box>692 764 724 772</box>
thomson-dress: DRESS AND MILLINERY DEPARTMENTS are showing some Choice Interesting Styles, received as above and from other sources. <box>636 1380 780 1403</box>
rowe-name: J. L. ROWE, <box>680 979 736 990</box>
dunedin-para: Hides—This market is steady at low quotations. Well dried heavy ox-hides are worth up to 3½d per lb ; ox and cow ditto, 1¼d to 1½d. Medium weights to good order are worth 2½d to 2½d per lb. <box>347 1074 472 1112</box>
aus-line: Bacon, 6½d to 7d. <box>486 187 532 195</box>
matabele-para: Lobengula wished to yield to the British, but the Indunas prevented him doing so, and it is said that he is now afraid to give himself up in face of the disaster which befell Captain Wilson's party. <box>347 378 472 409</box>
special-corsets: All the New Makes in CORSETS, LACE AND CLOTH CAPES AND JACKETS <box>811 402 1087 411</box>
reid-name: REID & GRAY <box>885 941 1013 956</box>
dunedin-para: The following is the report for the week ending Wednesday :— <box>347 757 472 773</box>
labour-para: Wellington papers, commenting on a recent decision under the Factories Act, suggest that it should be remodelled and a Consolidated Act brought in. The Labour Department, however, say there will be no necessity for such a course. One or two amendments, including provisions respecting piece work, will be brought down this year. <box>347 143 472 204</box>
nzcf-item: SILK HANDKERCHIEFS <box>559 712 626 720</box>
thomson-body: 15 Pieces Linoleums, various widths, and Splendid Patterns. 16 Pieces Wood and Oil Beiges. A small selection Continental Goods shut out from previous shipment. Ruche and Jet Edgings in Variety. Frills for Ladies' and Boys' Suits. Plush in Apple Green and other shades. A Special Purchase, 41 dozen Lace in new Guipure and Point d'Irlande, bought at 50 per cent. discount to clear. Kid Gloves, "Ulises," "Rose," "Mousquetaire Suede Silk," Hettie Double Tips. Novelties in Furniture Fringes. New Patterns in Lace Curtains. Flannelettes in Rose, Coral, and other Shades. Ribbons in Variety. <box>636 1198 780 1291</box>
nzcf-item: HARD HATS <box>478 750 513 758</box>
medicine-para: The best medicine known is SANDER & SONS' EUCALYPTI EXTRACT. Test its eminent powerful effects in coughs, colds, influenza, the relief is instantaneous. In serious cases, and accidents of all kinds, be they wounds, burns, scalding, bruises, sprains, it is the safest remedy—no swelling—no inflammation. Like surprising effects produced in croup, diphtheria, bronchitis, inflammation of lungs, swelling &c., diarrhoea, dysentery, diseases of the kidneys and urinary organs. In use at hospital and medical clinics all over the globe ; patronised by His Majesty the King of Italy ; crowned with medals and diplomas at International Exhibition. Amsterdam. Trust in this approved article and reject all others. <box>478 548 626 646</box>
harrison-body: NEW Currants, New Raisins, New Sultanas, New Peel (Orange), New Peel (Lemon), New Figs, New Muscatelles, New Almonds, Preserved Apricots, Preserved Egg Plums, Preserved Pine Apple, Preserved Grapes, Dry White Crystal Sugar, Dark Sugar for Beer Lord Sugar, Clove Cordial, Pepper-mint Cordial, Raspberry Cordial, Ginger Wine, Ginger Brandy, Preserved Tongues, Sherbert (makes 12 drinks) 6d, Ship's Lime Juice. <box>794 536 1104 580</box>
printing-at: AT THIS <box>936 1382 962 1390</box>
reid-deliv: DELIVERED AT YOUR RAILWAY STATION. <box>871 1096 1027 1105</box>
nzcf-body: Our Stock of Clothing being the largest in South Canterbury, and all made from New Zealand Tweeds, our own manufacture, we can guarantee the <box>478 775 626 798</box>
rule <box>632 280 1110 282</box>
column-rule <box>343 34 344 1586</box>
roulston-boots: THE BEST BOOTS & SHOES OF ALL DESCRIPTIONS AT SPECIAL LOW PRICES. <box>824 1290 1074 1298</box>
dateline: Jan. 18. <box>248 852 269 860</box>
days-sale: DAYS' SALE <box>822 75 920 89</box>
nzl-heading: THE N.Z.L. AND M.A. COMPANY. <box>184 576 333 586</box>
brown-heading: BEEHIVE STORES, TEMUKA. <box>856 739 1042 754</box>
commercial-heading: COMMERCIAL. <box>351 506 468 523</box>
printing-office: OFFICE OF THIS PAPER. <box>862 1395 1036 1406</box>
storey-town: TEMUKA. <box>692 962 724 970</box>
nzcf-item: MEN'S, YOUTHS' & BOYS' CLOTHING. <box>478 765 586 773</box>
roulston-addr: MENDELSON'S BUILDINGS, TEMUKA. <box>887 1346 1011 1354</box>
nzcf-intro: WE have just received a Large and Varied Stock of <box>486 680 613 688</box>
rule <box>788 1118 1110 1120</box>
dunedin-para: Oats—Limited quantity offering, but quite sufficient for requirements. Milling, 1s 11½d to 2s ; prime short feed, 1s 11d to 1s 11½d ; other sorts, 1s 9d to 1s 10½d. <box>347 802 472 833</box>
storey-tailoring: TAILORING. TAILORING. <box>652 782 764 792</box>
storey-item: FANCY STRIPE TROUSERINGS, <box>658 853 758 861</box>
